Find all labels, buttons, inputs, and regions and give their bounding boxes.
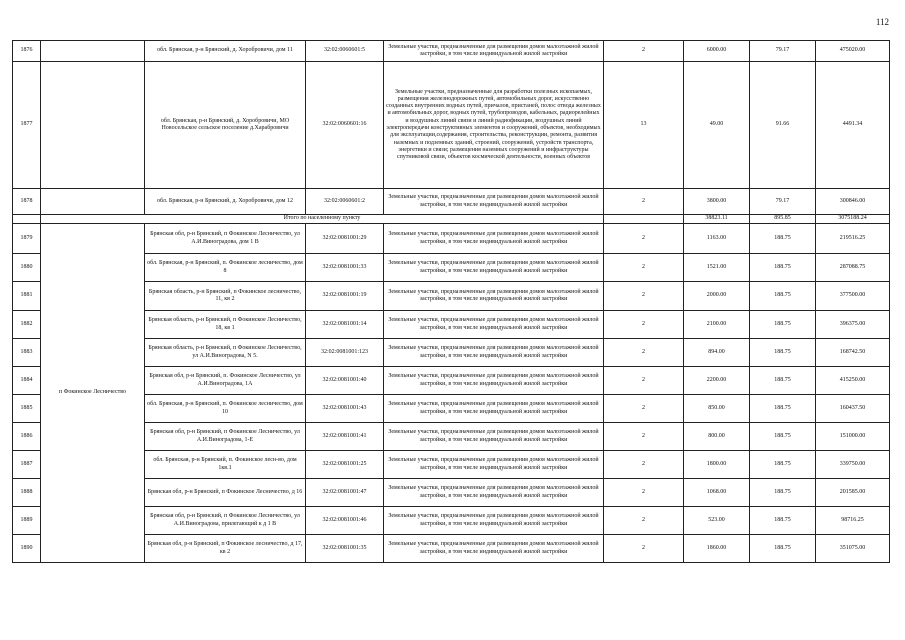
cadastral-value: 415250.00 bbox=[816, 367, 890, 395]
cadastral-number: 32:02:0081001:123 bbox=[306, 339, 384, 367]
page-number: 112 bbox=[875, 17, 889, 27]
cadastral-number: 32:02:0081001:40 bbox=[306, 367, 384, 395]
cadastral-value: 287088.75 bbox=[816, 254, 890, 282]
permitted-use: Земельные участки, предназначенные для размещения домов малоэтажной жилой застройки, в том числе индивидуальной жилой застройки bbox=[384, 367, 604, 395]
permitted-use: Земельные участки, предназначенные для размещения домов малоэтажной жилой застройки, в том числе индивидуальной жилой застройки bbox=[384, 282, 604, 311]
row-number: 1877 bbox=[13, 62, 41, 189]
area: 3800.00 bbox=[684, 189, 750, 215]
row-number: 1880 bbox=[13, 254, 41, 282]
table-row bbox=[13, 367, 890, 395]
group-code: 2 bbox=[604, 479, 684, 507]
area: 2100.00 bbox=[684, 311, 750, 339]
group-code: 2 bbox=[604, 507, 684, 535]
permitted-use: Земельные участки, предназначенные для размещения домов малоэтажной жилой застройки, в том числе индивидуальной жилой застройки bbox=[384, 339, 604, 367]
area: 523.00 bbox=[684, 507, 750, 535]
permitted-use: Земельные участки, предназначенные для размещения домов малоэтажной жилой застройки, в том числе индивидуальной жилой застройки bbox=[384, 535, 604, 563]
area: 1068.00 bbox=[684, 479, 750, 507]
rate: 188.75 bbox=[750, 254, 816, 282]
permitted-use: Земельные участки, предназначенные для размещения домов малоэтажной жилой застройки, в том числе индивидуальной жилой застройки bbox=[384, 423, 604, 451]
rate: 188.75 bbox=[750, 224, 816, 254]
address-cell: обл. Брянская, р-н Брянский, д. Хоробровичи, МО Новосельское сельское поселение д.Харабровичи bbox=[145, 62, 306, 189]
total-number-cell bbox=[13, 215, 41, 224]
row-number: 1884 bbox=[13, 367, 41, 395]
rate: 188.75 bbox=[750, 367, 816, 395]
cadastral-value: 351075.00 bbox=[816, 535, 890, 563]
area: 894.00 bbox=[684, 339, 750, 367]
rate: 188.75 bbox=[750, 479, 816, 507]
table-row bbox=[13, 479, 890, 507]
row-number: 1878 bbox=[13, 189, 41, 215]
permitted-use: Земельные участки, предназначенные для размещения домов малоэтажной жилой застройки, в том числе индивидуальной жилой застройки bbox=[384, 41, 604, 62]
cadastral-number: 32:02:0060601:16 bbox=[306, 62, 384, 189]
group-code: 2 bbox=[604, 41, 684, 62]
locality-cell bbox=[41, 41, 145, 62]
cadastral-number: 32:02:0081001:25 bbox=[306, 451, 384, 479]
address-cell: Брянская обл, р-н Брянский, п Фокинское лесничество, д 17, кв 2 bbox=[145, 535, 306, 563]
row-number: 1881 bbox=[13, 282, 41, 311]
permitted-use: Земельные участки, предназначенные для размещения домов малоэтажной жилой застройки, в том числе индивидуальной жилой застройки bbox=[384, 311, 604, 339]
rate: 188.75 bbox=[750, 507, 816, 535]
cadastral-number: 32:02:0081001:19 bbox=[306, 282, 384, 311]
address-cell: Брянская обл, р-н Брянский, п Фокинское Лесничество, ул А.И.Виноградова, дом 1 В bbox=[145, 224, 306, 254]
permitted-use: Земельные участки, предназначенные для размещения домов малоэтажной жилой застройки, в том числе индивидуальной жилой застройки bbox=[384, 507, 604, 535]
table-row bbox=[13, 189, 890, 215]
table-row bbox=[13, 339, 890, 367]
total-row bbox=[13, 215, 890, 224]
row-number: 1889 bbox=[13, 507, 41, 535]
table-row bbox=[13, 535, 890, 563]
address-cell: Брянская область, р-н Брянский, п Фокинское Лесничество, 18, кв 1 bbox=[145, 311, 306, 339]
rate: 79.17 bbox=[750, 189, 816, 215]
cadastral-value: 168742.50 bbox=[816, 339, 890, 367]
row-number: 1883 bbox=[13, 339, 41, 367]
permitted-use: Земельные участки, предназначенные для размещения домов малоэтажной жилой застройки, в том числе индивидуальной жилой застройки bbox=[384, 479, 604, 507]
permitted-use: Земельные участки, предназначенные для размещения домов малоэтажной жилой застройки, в том числе индивидуальной жилой застройки bbox=[384, 224, 604, 254]
cadastral-value: 219516.25 bbox=[816, 224, 890, 254]
row-number: 1882 bbox=[13, 311, 41, 339]
group-code: 2 bbox=[604, 367, 684, 395]
cadastral-number: 32:02:0081001:14 bbox=[306, 311, 384, 339]
group-code: 13 bbox=[604, 62, 684, 189]
permitted-use: Земельные участки, предназначенные для разработки полезных ископаемых, размещения железнодорожных путей, автомобильных дорог, искусственно созданных внутренних водных путей, причалов, пристаней, полос отвода железных и автомобильных дорог, водных путей, трубопроводов, кабельных, радиорелейных и воздушных линий связи и линий радиофикации, воздушных линий электропередачи конструктивных элементов и сооружений, объектов, необходимых для эксплуатации,содержания, строительства, реконструкции, ремонта, развития наземных и подземных зданий, строений, сооружений, устройств транспорта, энергетики и связи; размещения наземных сооружений и инфраструктуры спутниковой связи, объектов космической деятельности, военных объектов bbox=[384, 62, 604, 189]
cadastral-number: 32:02:0081001:41 bbox=[306, 423, 384, 451]
area: 2000.00 bbox=[684, 282, 750, 311]
group-code: 2 bbox=[604, 254, 684, 282]
address-cell: обл. Брянская, р-н Брянский, п. Фокинское лесничество, дом 10 bbox=[145, 395, 306, 423]
locality-cell bbox=[41, 189, 145, 215]
row-number: 1876 bbox=[13, 41, 41, 62]
total-group-cell bbox=[604, 215, 684, 224]
table-row bbox=[13, 62, 890, 189]
row-number: 1888 bbox=[13, 479, 41, 507]
table-row bbox=[13, 282, 890, 311]
table-row bbox=[13, 507, 890, 535]
total-value: 3075188.24 bbox=[816, 215, 890, 224]
group-code: 2 bbox=[604, 339, 684, 367]
rate: 188.75 bbox=[750, 339, 816, 367]
cadastral-number: 32:02:0081001:46 bbox=[306, 507, 384, 535]
row-number: 1885 bbox=[13, 395, 41, 423]
address-cell: Брянская обл, р-н Брянский, п Фокинское Лесничество, д 16 bbox=[145, 479, 306, 507]
permitted-use: Земельные участки, предназначенные для размещения домов малоэтажной жилой застройки, в том числе индивидуальной жилой застройки bbox=[384, 395, 604, 423]
cadastral-value: 98716.25 bbox=[816, 507, 890, 535]
group-code: 2 bbox=[604, 282, 684, 311]
cadastral-number: 32:02:0060601:2 bbox=[306, 189, 384, 215]
cadastral-value: 201585.00 bbox=[816, 479, 890, 507]
cadastral-value: 4491.34 bbox=[816, 62, 890, 189]
cadastral-value: 160437.50 bbox=[816, 395, 890, 423]
table-row bbox=[13, 451, 890, 479]
permitted-use: Земельные участки, предназначенные для размещения домов малоэтажной жилой застройки, в том числе индивидуальной жилой застройки bbox=[384, 254, 604, 282]
area: 1521.00 bbox=[684, 254, 750, 282]
cadastral-value: 475020.00 bbox=[816, 41, 890, 62]
cadastral-value: 339750.00 bbox=[816, 451, 890, 479]
group-code: 2 bbox=[604, 423, 684, 451]
rate: 188.75 bbox=[750, 282, 816, 311]
address-cell: Брянская обл, р-н Брянский, п Фокинское Лесничество, ул А.И.Виноградова, 1-Е bbox=[145, 423, 306, 451]
area: 850.00 bbox=[684, 395, 750, 423]
area: 800.00 bbox=[684, 423, 750, 451]
cadastral-number: 32:02:0081001:43 bbox=[306, 395, 384, 423]
cadastral-number: 32:02:0081001:29 bbox=[306, 224, 384, 254]
area: 2200.00 bbox=[684, 367, 750, 395]
rate: 188.75 bbox=[750, 423, 816, 451]
area: 1860.00 bbox=[684, 535, 750, 563]
total-label: Итого по населенному пункту bbox=[41, 215, 604, 224]
permitted-use: Земельные участки, предназначенные для размещения домов малоэтажной жилой застройки, в том числе индивидуальной жилой застройки bbox=[384, 189, 604, 215]
row-number: 1886 bbox=[13, 423, 41, 451]
group-code: 2 bbox=[604, 311, 684, 339]
area: 1800.00 bbox=[684, 451, 750, 479]
group-code: 2 bbox=[604, 451, 684, 479]
cadastral-number: 32:02:0081001:35 bbox=[306, 535, 384, 563]
rate: 188.75 bbox=[750, 311, 816, 339]
area: 1163.00 bbox=[684, 224, 750, 254]
address-cell: обл. Брянская, р-н Брянский, д. Хоробровичи, дом 11 bbox=[145, 41, 306, 62]
address-cell: обл. Брянская, р-н Брянский, п. Фокинское лесничество, дом 8 bbox=[145, 254, 306, 282]
row-number: 1887 bbox=[13, 451, 41, 479]
cadastral-number: 32:02:0081001:47 bbox=[306, 479, 384, 507]
table-row bbox=[13, 423, 890, 451]
rate: 188.75 bbox=[750, 395, 816, 423]
rate: 91.66 bbox=[750, 62, 816, 189]
cadastral-value: 377500.00 bbox=[816, 282, 890, 311]
locality-cell bbox=[41, 62, 145, 189]
address-cell: обл. Брянская, р-н Брянский, д. Хоробровичи, дом 12 bbox=[145, 189, 306, 215]
table-row bbox=[13, 41, 890, 62]
group-code: 2 bbox=[604, 535, 684, 563]
address-cell: Брянская область, р-н Брянский, п Фокинское Лесничество, ул А.И.Виноградова, N 5. bbox=[145, 339, 306, 367]
table-row bbox=[13, 254, 890, 282]
locality-name: п Фокинское Лесничество bbox=[41, 224, 145, 563]
address-cell: обл. Брянская, р-н Брянский, п. Фокинское лесн-во, дом 1кв.1 bbox=[145, 451, 306, 479]
table-body bbox=[13, 41, 890, 563]
area: 6000.00 bbox=[684, 41, 750, 62]
group-code: 2 bbox=[604, 395, 684, 423]
permitted-use: Земельные участки, предназначенные для размещения домов малоэтажной жилой застройки, в том числе индивидуальной жилой застройки bbox=[384, 451, 604, 479]
cadastral-number: 32:02:0060601:5 bbox=[306, 41, 384, 62]
address-cell: Брянская обл, р-н Брянский, п. Фокинское Лесничество, ул А.И.Виноградова, 1А bbox=[145, 367, 306, 395]
rate: 188.75 bbox=[750, 535, 816, 563]
group-code: 2 bbox=[604, 189, 684, 215]
cadastral-value: 396375.00 bbox=[816, 311, 890, 339]
cadastral-value: 151000.00 bbox=[816, 423, 890, 451]
cadastral-value: 300846.00 bbox=[816, 189, 890, 215]
total-area: 38823.11 bbox=[684, 215, 750, 224]
group-code: 2 bbox=[604, 224, 684, 254]
total-rate: 895.85 bbox=[750, 215, 816, 224]
table-row bbox=[13, 395, 890, 423]
address-cell: Брянская область, р-н Брянский, п Фокинское лесничество, 11, кв 2 bbox=[145, 282, 306, 311]
cadastral-number: 32:02:0081001:33 bbox=[306, 254, 384, 282]
row-number: 1879 bbox=[13, 224, 41, 254]
area: 49.00 bbox=[684, 62, 750, 189]
rate: 188.75 bbox=[750, 451, 816, 479]
table-row bbox=[13, 311, 890, 339]
row-number: 1890 bbox=[13, 535, 41, 563]
table-row bbox=[13, 224, 890, 254]
land-plots-table bbox=[12, 40, 890, 563]
rate: 79.17 bbox=[750, 41, 816, 62]
address-cell: Брянская обл, р-н Брянский, п Фокинское Лесничество, ул А.И.Виноградова, прилегающий к д 1 В bbox=[145, 507, 306, 535]
